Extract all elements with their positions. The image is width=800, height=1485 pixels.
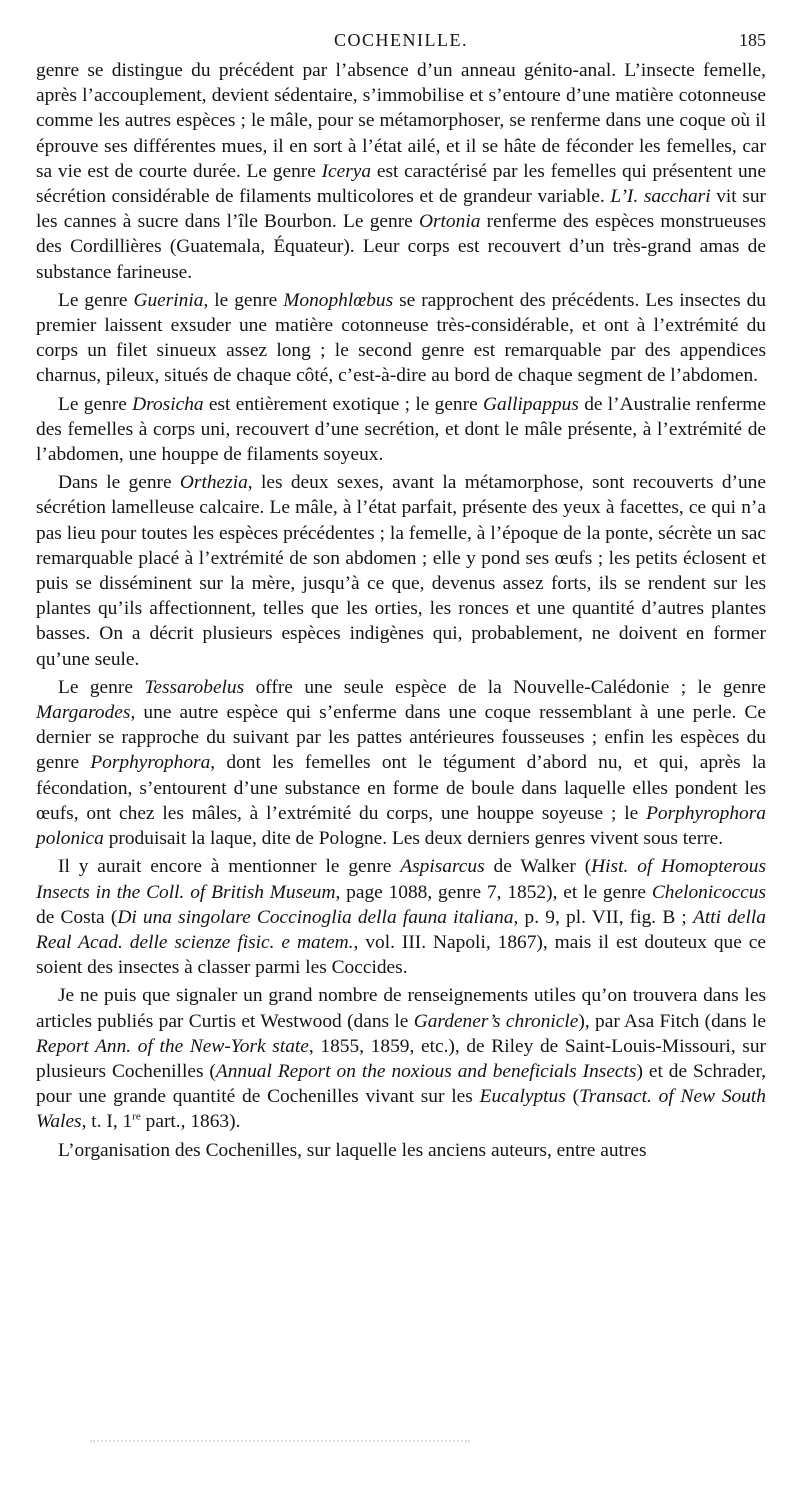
paragraph bbox=[36, 983, 766, 1134]
page bbox=[36, 28, 766, 1166]
bottom-smudge-marks bbox=[90, 1440, 470, 1448]
text-run: , p. 9, pl. VII, fig. B ; bbox=[513, 906, 694, 928]
text-run: part., 1863). bbox=[140, 1111, 241, 1133]
text-run: Dans le genre bbox=[58, 472, 180, 494]
italic-text: Porphyrophora bbox=[90, 752, 211, 774]
italic-text: Di una singolare Coccinoglia della fauna italiana bbox=[117, 906, 514, 928]
text-run: Le genre bbox=[58, 676, 145, 698]
page-header bbox=[36, 28, 766, 58]
text-run: ( bbox=[565, 1086, 580, 1108]
text-run: renferme des espèces monstrueuses des Cordillières (Guatemala, Équateur). Leur corps est recouvert d’un très-grand amas de substance farineuse. bbox=[36, 211, 766, 283]
text-run: se rapprochent des précédents. Les insectes du premier laissent exsuder une matière cotonneuse très-considérable, et ont à l’extrémité du corps un filet sinueux assez long ; le second genre est remarquable par des appendices charnus, pileux, situés de chaque côté, c’est-à-dire au bord de chaque segment de l’abdomen. bbox=[36, 289, 766, 387]
paragraph bbox=[36, 58, 766, 285]
paragraph bbox=[36, 854, 766, 980]
text-run: de l’Australie renferme des femelles à corps uni, recouvert d’une secrétion, et dont le mâle présente, à l’extrémité de l’abdomen, une houppe de filaments soyeux. bbox=[36, 393, 766, 466]
paragraph bbox=[36, 675, 766, 851]
text-run: ) et de Schrader, pour une grande quantité de Cochenilles vivant sur les bbox=[36, 1060, 766, 1108]
text-run: de Walker ( bbox=[484, 856, 592, 878]
text-run: Le genre bbox=[58, 289, 134, 311]
italic-text: Gardener’s chronicle bbox=[413, 1010, 579, 1032]
italic-text: Report Ann. of the New-York state bbox=[36, 1035, 309, 1057]
text-run: produisait la laque, dite de Pologne. Les deux derniers genres vivent sous terre. bbox=[103, 828, 724, 850]
text-run: , vol. III. Napoli, 1867), mais il est douteux que ce soient des insectes à classer parmi les Coccides. bbox=[36, 931, 766, 979]
text-run: , une autre espèce qui s’enferme dans une coque ressemblant à une perle. Ce dernier se rapproche du suivant par les pattes antérieures fousseuses ; enfin les espèces du genre bbox=[36, 702, 766, 774]
paragraph bbox=[36, 1138, 766, 1163]
italic-text: Orthezia bbox=[179, 472, 248, 494]
italic-text: L’I. sacchari bbox=[610, 186, 711, 208]
italic-text: Eucalyptus bbox=[479, 1086, 566, 1108]
text-run: vit sur les cannes à sucre dans l’île Bourbon. Le genre bbox=[36, 186, 766, 233]
page-number: 185 bbox=[739, 30, 766, 50]
text-run: Je ne puis que signaler un grand nombre de renseignements utiles qu’on trouvera dans les articles publiés par Curtis et Westwood (dans le bbox=[36, 985, 766, 1032]
italic-text: Tessarobelus bbox=[144, 676, 245, 698]
text-run: L’organisation des Cochenilles, sur laquelle les anciens auteurs, entre autres bbox=[58, 1139, 647, 1161]
italic-text: Transact. of New South Wales bbox=[36, 1086, 766, 1133]
text-run: , les deux sexes, avant la métamorphose, sont recouverts d’une sécrétion lamelleuse calcaire. Le mâle, à l’état parfait, présente des yeux à facettes, ce qui n’a pas lieu pour toutes les espèces précédentes ; la femelle, à l’époque de la ponte, sécrète un sac remarquable placé à l’extrémité de son abdomen ; elle y pond ses œufs ; les petits éclosent et puis se disséminent sur la mère, jusqu’à ce que, devenus assez forts, ils se rendent sur les plantes qu’ils affectionnent, telles que les orties, les ronces et une quantité d’autres plantes basses. On a décrit plusieurs espèces indigènes qui, probablement, ne doivent en former qu’une seule. bbox=[36, 472, 766, 670]
italic-text: Monophlœbus bbox=[283, 289, 394, 311]
text-run: genre se distingue du précédent par l’absence d’un anneau génito-anal. L’insecte femelle, après l’accouplement, devient sédentaire, s’immobilise et s’entoure d’une matière cotonneuse comme les autres espèces ; le mâle, pour se métamorphoser, se renferme dans une coque où il éprouve ses différentes mues, il en sort à l’état ailé, et il se hâte de féconder les femelles, car sa vie est de courte durée. Le genre bbox=[36, 60, 766, 182]
italic-text: Chelonicoccus bbox=[651, 881, 766, 903]
text-run: Il y aurait encore à mentionner le genre bbox=[58, 856, 401, 878]
text-run: est caractérisé par les femelles qui présentent une sécrétion considérable de filaments multicolores et de grandeur variable. bbox=[36, 160, 766, 208]
superscript-text: re bbox=[132, 1110, 141, 1123]
italic-text: Ortonia bbox=[419, 211, 481, 233]
text-run: , t. I, 1 bbox=[81, 1111, 133, 1133]
italic-text: Icerya bbox=[321, 160, 372, 182]
italic-text: Hist. of Homopterous Insects in the Coll. of British Museum bbox=[36, 856, 766, 903]
italic-text: Guerinia bbox=[133, 289, 204, 311]
italic-text: Gallipappus bbox=[483, 393, 579, 415]
text-run: Le genre bbox=[58, 393, 133, 415]
paragraph bbox=[36, 470, 766, 672]
italic-text: Porphyrophora polonica bbox=[36, 802, 766, 850]
text-run: , 1855, 1859, etc.), de Riley de Saint-Louis-Missouri, sur plusieurs Cochenilles ( bbox=[36, 1035, 767, 1082]
text-run: , page 1088, genre 7, 1852), et le genre bbox=[335, 881, 652, 903]
italic-text: Aspisarcus bbox=[400, 856, 485, 878]
text-run: de Costa ( bbox=[36, 906, 118, 928]
italic-text: Margarodes bbox=[36, 702, 131, 724]
text-run: offre une seule espèce de la Nouvelle-Calédonie ; le genre bbox=[244, 676, 766, 698]
paragraph bbox=[36, 392, 766, 468]
text-run: , dont les femelles ont le tégument d’abord nu, et qui, après la fécondation, s’entourent d’une substance en forme de boule dans laquelle elles pondent les œufs, ont chez les mâles, à l’extrémité du corps, une houppe soyeuse ; le bbox=[36, 752, 766, 824]
italic-text: Annual Report on the noxious and beneficials Insects bbox=[215, 1060, 637, 1082]
italic-text: Atti della Real Acad. delle scienze fisic. e matem. bbox=[36, 906, 766, 953]
text-run: ), par Asa Fitch (dans le bbox=[578, 1010, 766, 1032]
running-title: COCHENILLE. bbox=[334, 30, 468, 50]
text-run: est entièrement exotique ; le genre bbox=[203, 393, 483, 415]
paragraph bbox=[36, 288, 766, 389]
body-text bbox=[36, 58, 766, 1163]
italic-text: Drosicha bbox=[132, 393, 204, 415]
text-run: , le genre bbox=[203, 289, 284, 311]
